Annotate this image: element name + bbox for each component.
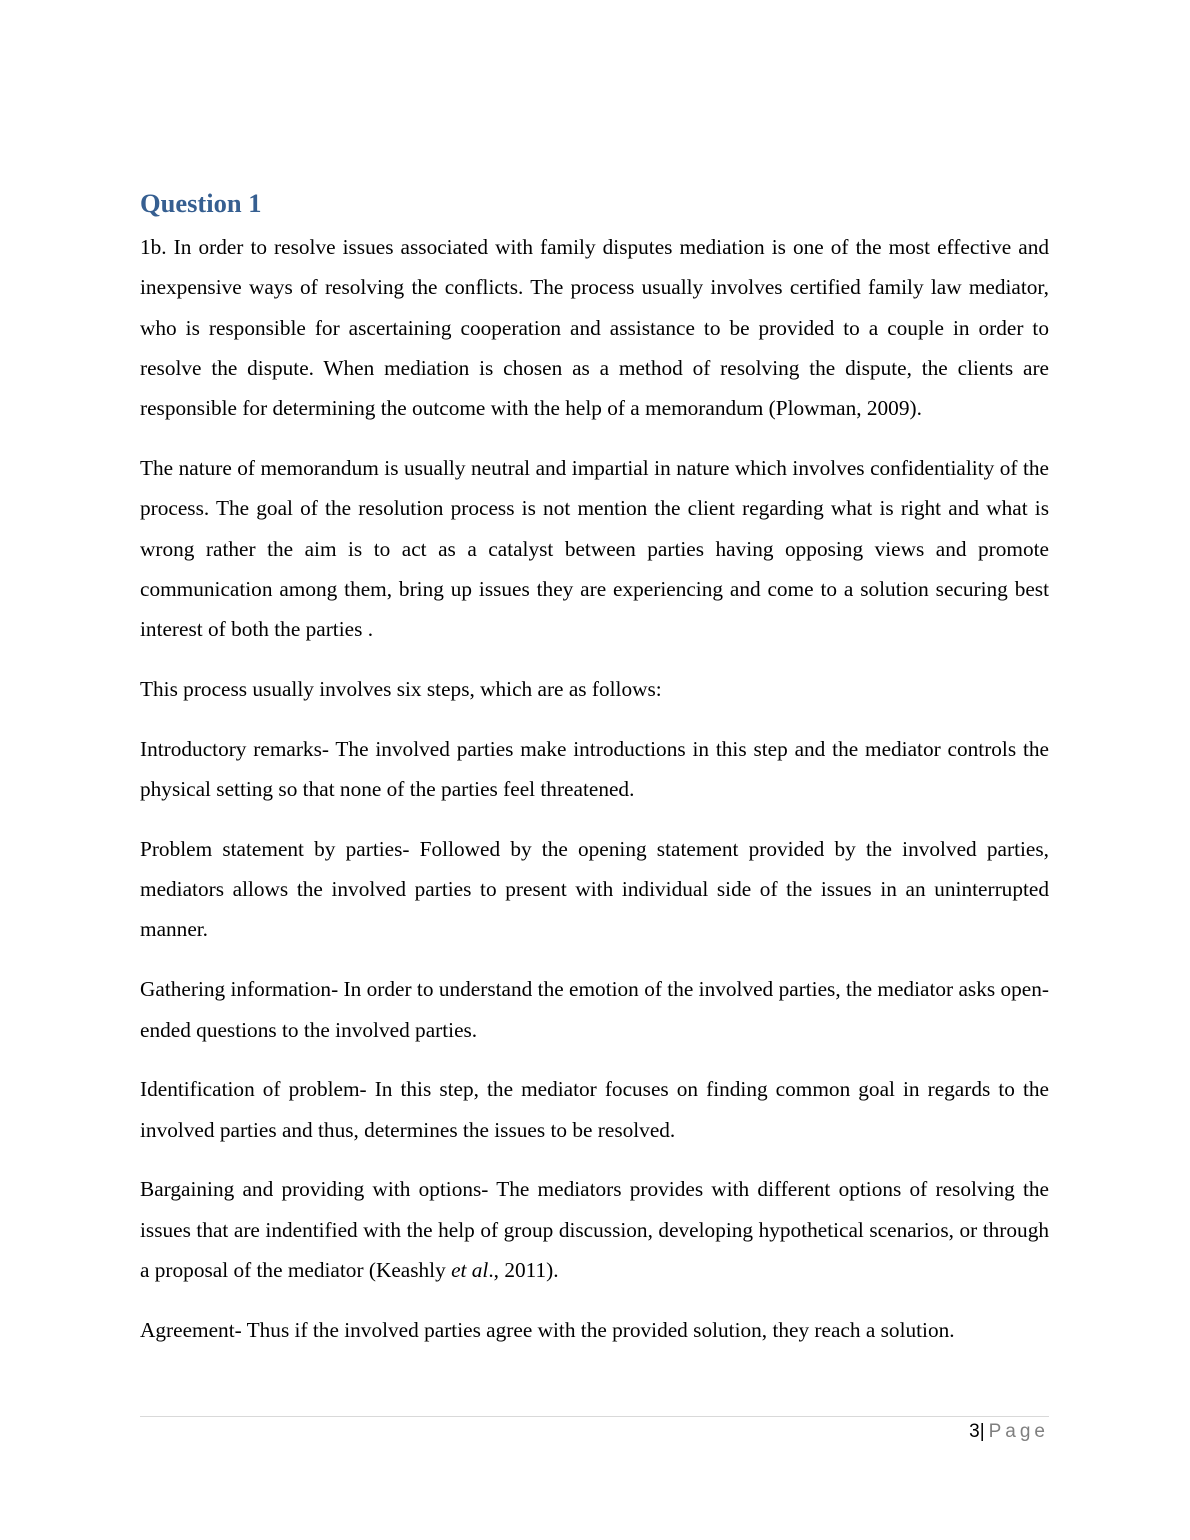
paragraph-step-introductory-remarks: Introductory remarks- The involved parties make introductions in this step and the mediator controls the physical setting so that none of the parties feel threatened. [140, 736, 1049, 802]
paragraph-intro: 1b. In order to resolve issues associated with family disputes mediation is one of the most effective and inexpensive ways of resolving the conflicts. The process usually involves certified family law mediator, who is responsible for ascertaining cooperation and assistance to be provided to a couple in order to resolve the dispute. When mediation is chosen as a method of resolving the dispute, the clients are responsible for determining the outcome with the help of a memorandum (Plowman, 2009). [140, 235, 1049, 421]
bargaining-text-end: ., 2011). [488, 1258, 559, 1283]
section-heading: Question 1 [140, 188, 262, 218]
page-number: 3 [969, 1421, 980, 1442]
page-label: Page [988, 1421, 1049, 1442]
page-footer [140, 1419, 1049, 1445]
paragraph-step-problem-statement: Problem statement by parties- Followed by the opening statement provided by the involved parties, mediators allows the involved parties to present with individual side of the issues in an uninterrupted manner. [140, 836, 1049, 942]
paragraph-step-agreement: Agreement- Thus if the involved parties agree with the provided solution, they reach a solution. [140, 1317, 955, 1342]
paragraph-step-gathering-information: Gathering information- In order to understand the emotion of the involved parties, the mediator asks open-ended questions to the involved parties. [140, 977, 1049, 1042]
bargaining-text-start: Bargaining and providing with options- The mediators provides with different options of resolving the issues that are indentified with the help of group discussion, developing hypothetical scenarios, or through a proposal of the mediator (Keashly [140, 1177, 1049, 1283]
paragraph-memorandum: The nature of memorandum is usually neutral and impartial in nature which involves confidentiality of the process. The goal of the resolution process is not mention the client regarding what is right and what is wrong rather the aim is to act as a catalyst between parties having opposing views and promote communication among them, bring up issues they are experiencing and come to a solution securing best interest of both the parties . [140, 455, 1049, 642]
paragraph-step-bargaining [140, 1169, 1049, 1290]
citation-italic: et al [451, 1258, 489, 1283]
document-body [140, 185, 1049, 1370]
page-separator: | [979, 1421, 985, 1442]
paragraph-step-identification: Identification of problem- In this step, the mediator focuses on finding common goal in regards to the involved parties and thus, determines the issues to be resolved. [140, 1077, 1049, 1142]
paragraph-steps-intro: This process usually involves six steps, which are as follows: [140, 676, 662, 701]
footer-divider [140, 1416, 1049, 1417]
